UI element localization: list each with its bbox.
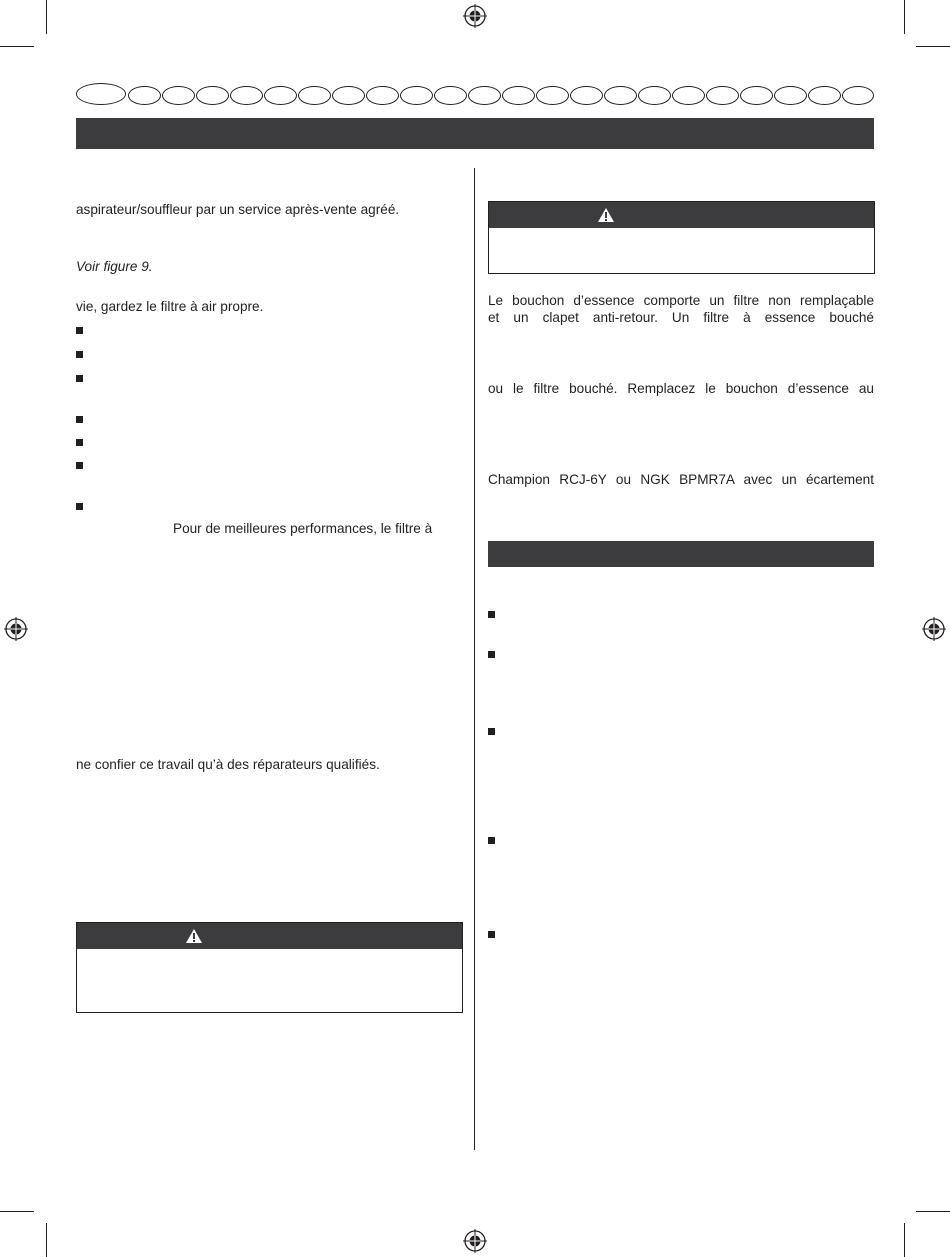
bullet-icon xyxy=(76,375,83,382)
bullet-icon xyxy=(76,462,83,469)
language-tab[interactable] xyxy=(842,86,874,105)
language-tab[interactable] xyxy=(196,86,229,105)
language-tab[interactable] xyxy=(468,86,501,105)
language-tab[interactable] xyxy=(230,86,263,105)
text-line-champion: Champion RCJ-6Y ou NGK BPMR7A avec un écartement xyxy=(488,472,874,487)
language-tab[interactable] xyxy=(638,86,671,105)
language-tab[interactable] xyxy=(366,86,399,105)
text-line-confier: ne confier ce travail qu’à des réparateurs qualifiés. xyxy=(76,757,380,772)
text-line-performances: Pour de meilleures performances, le filtre à xyxy=(173,521,433,536)
language-tab[interactable] xyxy=(298,86,331,105)
language-tab-active[interactable] xyxy=(76,83,126,105)
column-divider xyxy=(474,168,475,1150)
crop-mark xyxy=(46,0,47,34)
language-tab[interactable] xyxy=(570,86,603,105)
warning-triangle-icon xyxy=(185,928,203,944)
bullet-icon xyxy=(488,611,495,618)
warning-box xyxy=(76,922,463,1013)
text-line-bouchon-1: Le bouchon d’essence comporte un filtre non remplaçable xyxy=(488,293,874,308)
crop-mark xyxy=(46,1223,47,1257)
language-tab[interactable] xyxy=(604,86,637,105)
text-line-bouchon-3: ou le filtre bouché. Remplacez le bouchon d’essence au xyxy=(488,381,874,396)
language-tab[interactable] xyxy=(264,86,297,105)
registration-mark-icon xyxy=(463,1229,487,1253)
bullet-icon xyxy=(76,503,83,510)
language-tab[interactable] xyxy=(808,86,841,105)
warning-triangle-icon xyxy=(597,207,615,223)
warning-header xyxy=(489,202,874,228)
bullet-icon xyxy=(488,837,495,844)
bullet-icon xyxy=(76,351,83,358)
language-tab[interactable] xyxy=(706,86,739,105)
crop-mark xyxy=(0,46,34,47)
language-tab[interactable] xyxy=(502,86,535,105)
language-tab[interactable] xyxy=(672,86,705,105)
text-line-aspirateur: aspirateur/souffleur par un service après-vente agréé. xyxy=(76,202,400,217)
language-tab[interactable] xyxy=(332,86,365,105)
crop-mark xyxy=(904,0,905,34)
crop-mark xyxy=(0,1211,34,1212)
warning-header xyxy=(77,923,462,949)
bullet-icon xyxy=(76,327,83,334)
language-tab[interactable] xyxy=(128,86,161,105)
language-tab[interactable] xyxy=(774,86,807,105)
bullet-icon xyxy=(76,439,83,446)
language-tab[interactable] xyxy=(536,86,569,105)
crop-mark xyxy=(916,46,950,47)
figure-reference: Voir figure 9. xyxy=(76,259,153,274)
language-tab[interactable] xyxy=(400,86,433,105)
bullet-icon xyxy=(488,651,495,658)
language-tab[interactable] xyxy=(740,86,773,105)
language-tab[interactable] xyxy=(162,86,195,105)
crop-mark xyxy=(904,1223,905,1257)
text-line-bouchon-2: et un clapet anti-retour. Un filtre à essence bouché xyxy=(488,310,874,325)
bullet-icon xyxy=(488,931,495,938)
warning-box xyxy=(488,201,875,274)
registration-mark-icon xyxy=(4,617,28,641)
section-header-bar xyxy=(76,118,874,149)
bullet-icon xyxy=(488,728,495,735)
registration-mark-icon xyxy=(463,4,487,28)
crop-mark xyxy=(916,1211,950,1212)
text-line-vie: vie, gardez le filtre à air propre. xyxy=(76,299,264,314)
section-header-bar xyxy=(488,541,874,567)
registration-mark-icon xyxy=(922,617,946,641)
bullet-icon xyxy=(76,416,83,423)
language-tab[interactable] xyxy=(434,86,467,105)
